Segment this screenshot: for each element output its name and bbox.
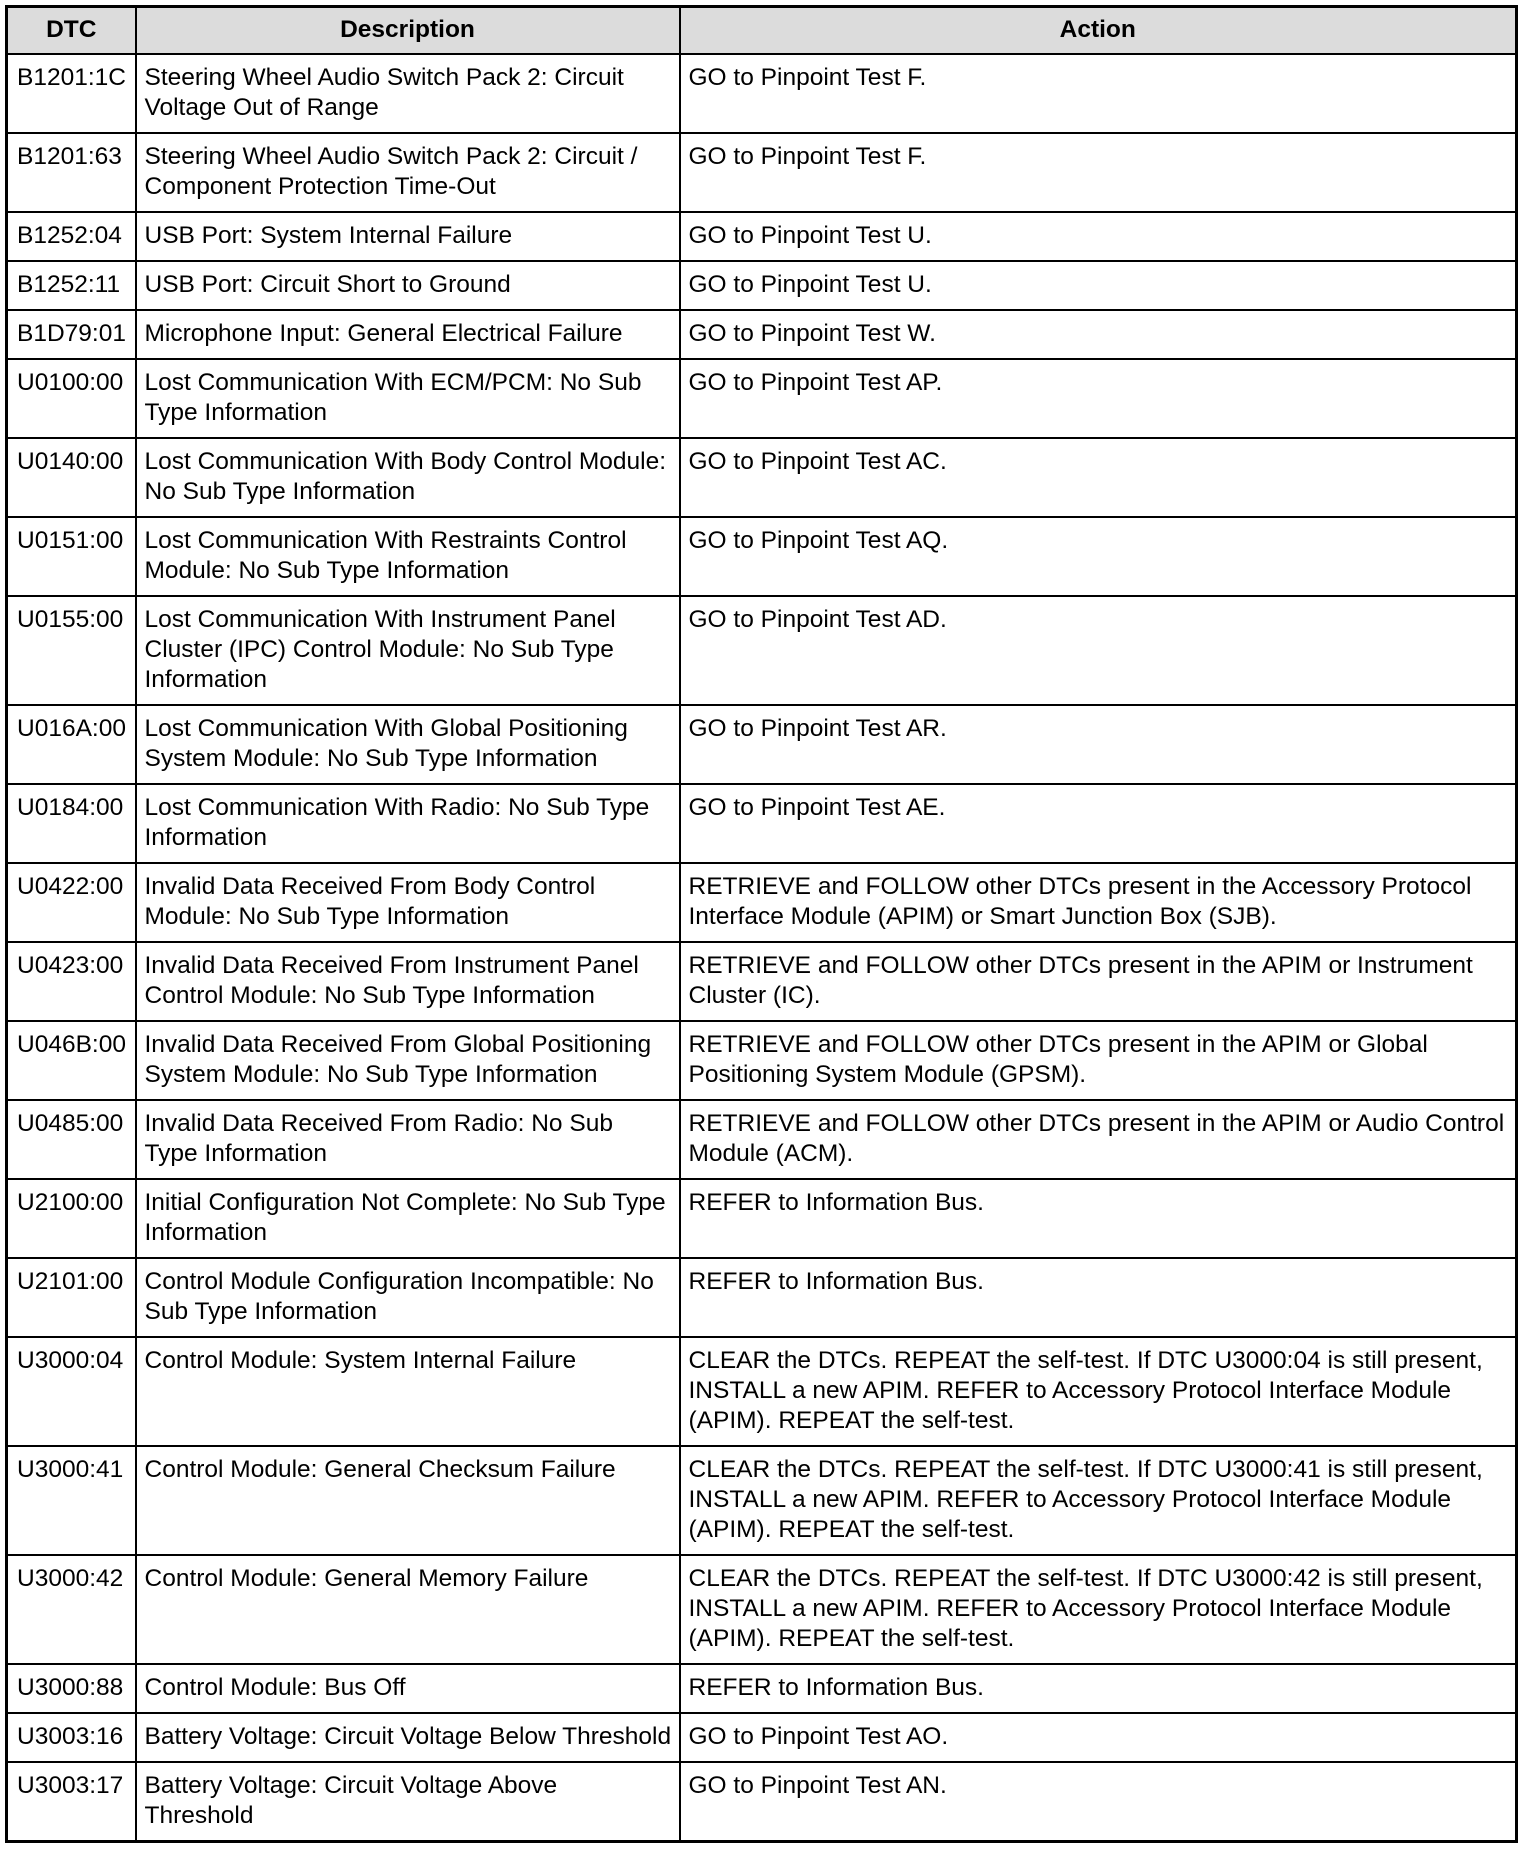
action-cell: RETRIEVE and FOLLOW other DTCs present in the Accessory Protocol Interface Module (APIM) or Smart Junction Box (SJB). <box>680 863 1517 942</box>
table-row <box>7 1762 1517 1842</box>
dtc-code-cell: U0140:00 <box>7 438 136 517</box>
description-cell: Steering Wheel Audio Switch Pack 2: Circuit Voltage Out of Range <box>136 54 680 133</box>
dtc-code-cell: U0184:00 <box>7 784 136 863</box>
table-row <box>7 705 1517 784</box>
action-cell: CLEAR the DTCs. REPEAT the self-test. If DTC U3000:04 is still present, INSTALL a new APIM. REFER to Accessory Protocol Interface Module (APIM). REPEAT the self-test. <box>680 1337 1517 1446</box>
table-row <box>7 1179 1517 1258</box>
description-cell: USB Port: System Internal Failure <box>136 212 680 261</box>
dtc-code-cell: U3003:16 <box>7 1713 136 1762</box>
dtc-code-cell: U2100:00 <box>7 1179 136 1258</box>
dtc-code-cell: U3000:41 <box>7 1446 136 1555</box>
dtc-code-cell: U3000:42 <box>7 1555 136 1664</box>
table-row <box>7 1337 1517 1446</box>
dtc-code-cell: U3003:17 <box>7 1762 136 1842</box>
dtc-code-cell: B1252:04 <box>7 212 136 261</box>
description-cell: Control Module Configuration Incompatible: No Sub Type Information <box>136 1258 680 1337</box>
table-row <box>7 359 1517 438</box>
table-row <box>7 1258 1517 1337</box>
table-row <box>7 942 1517 1021</box>
table-row <box>7 212 1517 261</box>
dtc-table <box>5 5 1518 1843</box>
description-cell: Control Module: Bus Off <box>136 1664 680 1713</box>
dtc-table-page <box>5 5 1515 1843</box>
table-row <box>7 784 1517 863</box>
dtc-code-cell: B1D79:01 <box>7 310 136 359</box>
header-action: Action <box>680 7 1517 55</box>
description-cell: Initial Configuration Not Complete: No Sub Type Information <box>136 1179 680 1258</box>
dtc-code-cell: U0422:00 <box>7 863 136 942</box>
table-row <box>7 1664 1517 1713</box>
action-cell: GO to Pinpoint Test AP. <box>680 359 1517 438</box>
table-row <box>7 310 1517 359</box>
dtc-code-cell: U2101:00 <box>7 1258 136 1337</box>
dtc-code-cell: B1201:63 <box>7 133 136 212</box>
dtc-code-cell: B1252:11 <box>7 261 136 310</box>
table-header <box>7 7 1517 55</box>
description-cell: Control Module: General Memory Failure <box>136 1555 680 1664</box>
description-cell: Control Module: System Internal Failure <box>136 1337 680 1446</box>
table-body <box>7 54 1517 1842</box>
action-cell: CLEAR the DTCs. REPEAT the self-test. If DTC U3000:42 is still present, INSTALL a new APIM. REFER to Accessory Protocol Interface Module (APIM). REPEAT the self-test. <box>680 1555 1517 1664</box>
action-cell: GO to Pinpoint Test AQ. <box>680 517 1517 596</box>
description-cell: Steering Wheel Audio Switch Pack 2: Circuit / Component Protection Time-Out <box>136 133 680 212</box>
description-cell: Control Module: General Checksum Failure <box>136 1446 680 1555</box>
action-cell: GO to Pinpoint Test AN. <box>680 1762 1517 1842</box>
description-cell: Battery Voltage: Circuit Voltage Below Threshold <box>136 1713 680 1762</box>
table-row <box>7 1100 1517 1179</box>
header-row <box>7 7 1517 55</box>
description-cell: Lost Communication With Instrument Panel Cluster (IPC) Control Module: No Sub Type Information <box>136 596 680 705</box>
dtc-code-cell: U0423:00 <box>7 942 136 1021</box>
action-cell: GO to Pinpoint Test AD. <box>680 596 1517 705</box>
description-cell: Lost Communication With ECM/PCM: No Sub Type Information <box>136 359 680 438</box>
table-row <box>7 1555 1517 1664</box>
dtc-code-cell: U3000:04 <box>7 1337 136 1446</box>
table-row <box>7 863 1517 942</box>
action-cell: GO to Pinpoint Test AO. <box>680 1713 1517 1762</box>
action-cell: REFER to Information Bus. <box>680 1258 1517 1337</box>
description-cell: Lost Communication With Restraints Control Module: No Sub Type Information <box>136 517 680 596</box>
action-cell: RETRIEVE and FOLLOW other DTCs present in the APIM or Audio Control Module (ACM). <box>680 1100 1517 1179</box>
dtc-code-cell: U0485:00 <box>7 1100 136 1179</box>
table-row <box>7 54 1517 133</box>
description-cell: Lost Communication With Body Control Module: No Sub Type Information <box>136 438 680 517</box>
action-cell: RETRIEVE and FOLLOW other DTCs present in the APIM or Instrument Cluster (IC). <box>680 942 1517 1021</box>
table-row <box>7 261 1517 310</box>
action-cell: GO to Pinpoint Test F. <box>680 54 1517 133</box>
description-cell: USB Port: Circuit Short to Ground <box>136 261 680 310</box>
action-cell: REFER to Information Bus. <box>680 1664 1517 1713</box>
table-row <box>7 517 1517 596</box>
action-cell: GO to Pinpoint Test F. <box>680 133 1517 212</box>
table-row <box>7 133 1517 212</box>
table-row <box>7 596 1517 705</box>
description-cell: Lost Communication With Global Positioning System Module: No Sub Type Information <box>136 705 680 784</box>
action-cell: GO to Pinpoint Test AC. <box>680 438 1517 517</box>
description-cell: Invalid Data Received From Instrument Panel Control Module: No Sub Type Information <box>136 942 680 1021</box>
description-cell: Invalid Data Received From Global Positioning System Module: No Sub Type Information <box>136 1021 680 1100</box>
action-cell: GO to Pinpoint Test AR. <box>680 705 1517 784</box>
dtc-code-cell: U046B:00 <box>7 1021 136 1100</box>
dtc-code-cell: U016A:00 <box>7 705 136 784</box>
dtc-code-cell: B1201:1C <box>7 54 136 133</box>
table-row <box>7 438 1517 517</box>
description-cell: Invalid Data Received From Radio: No Sub Type Information <box>136 1100 680 1179</box>
dtc-code-cell: U3000:88 <box>7 1664 136 1713</box>
dtc-code-cell: U0151:00 <box>7 517 136 596</box>
dtc-code-cell: U0100:00 <box>7 359 136 438</box>
action-cell: CLEAR the DTCs. REPEAT the self-test. If DTC U3000:41 is still present, INSTALL a new APIM. REFER to Accessory Protocol Interface Module (APIM). REPEAT the self-test. <box>680 1446 1517 1555</box>
description-cell: Battery Voltage: Circuit Voltage Above Threshold <box>136 1762 680 1842</box>
action-cell: GO to Pinpoint Test U. <box>680 261 1517 310</box>
header-description: Description <box>136 7 680 55</box>
description-cell: Lost Communication With Radio: No Sub Type Information <box>136 784 680 863</box>
action-cell: GO to Pinpoint Test W. <box>680 310 1517 359</box>
action-cell: GO to Pinpoint Test U. <box>680 212 1517 261</box>
action-cell: RETRIEVE and FOLLOW other DTCs present in the APIM or Global Positioning System Module (GPSM). <box>680 1021 1517 1100</box>
description-cell: Invalid Data Received From Body Control Module: No Sub Type Information <box>136 863 680 942</box>
header-dtc: DTC <box>7 7 136 55</box>
action-cell: GO to Pinpoint Test AE. <box>680 784 1517 863</box>
dtc-code-cell: U0155:00 <box>7 596 136 705</box>
action-cell: REFER to Information Bus. <box>680 1179 1517 1258</box>
table-row <box>7 1713 1517 1762</box>
table-row <box>7 1021 1517 1100</box>
table-row <box>7 1446 1517 1555</box>
description-cell: Microphone Input: General Electrical Failure <box>136 310 680 359</box>
